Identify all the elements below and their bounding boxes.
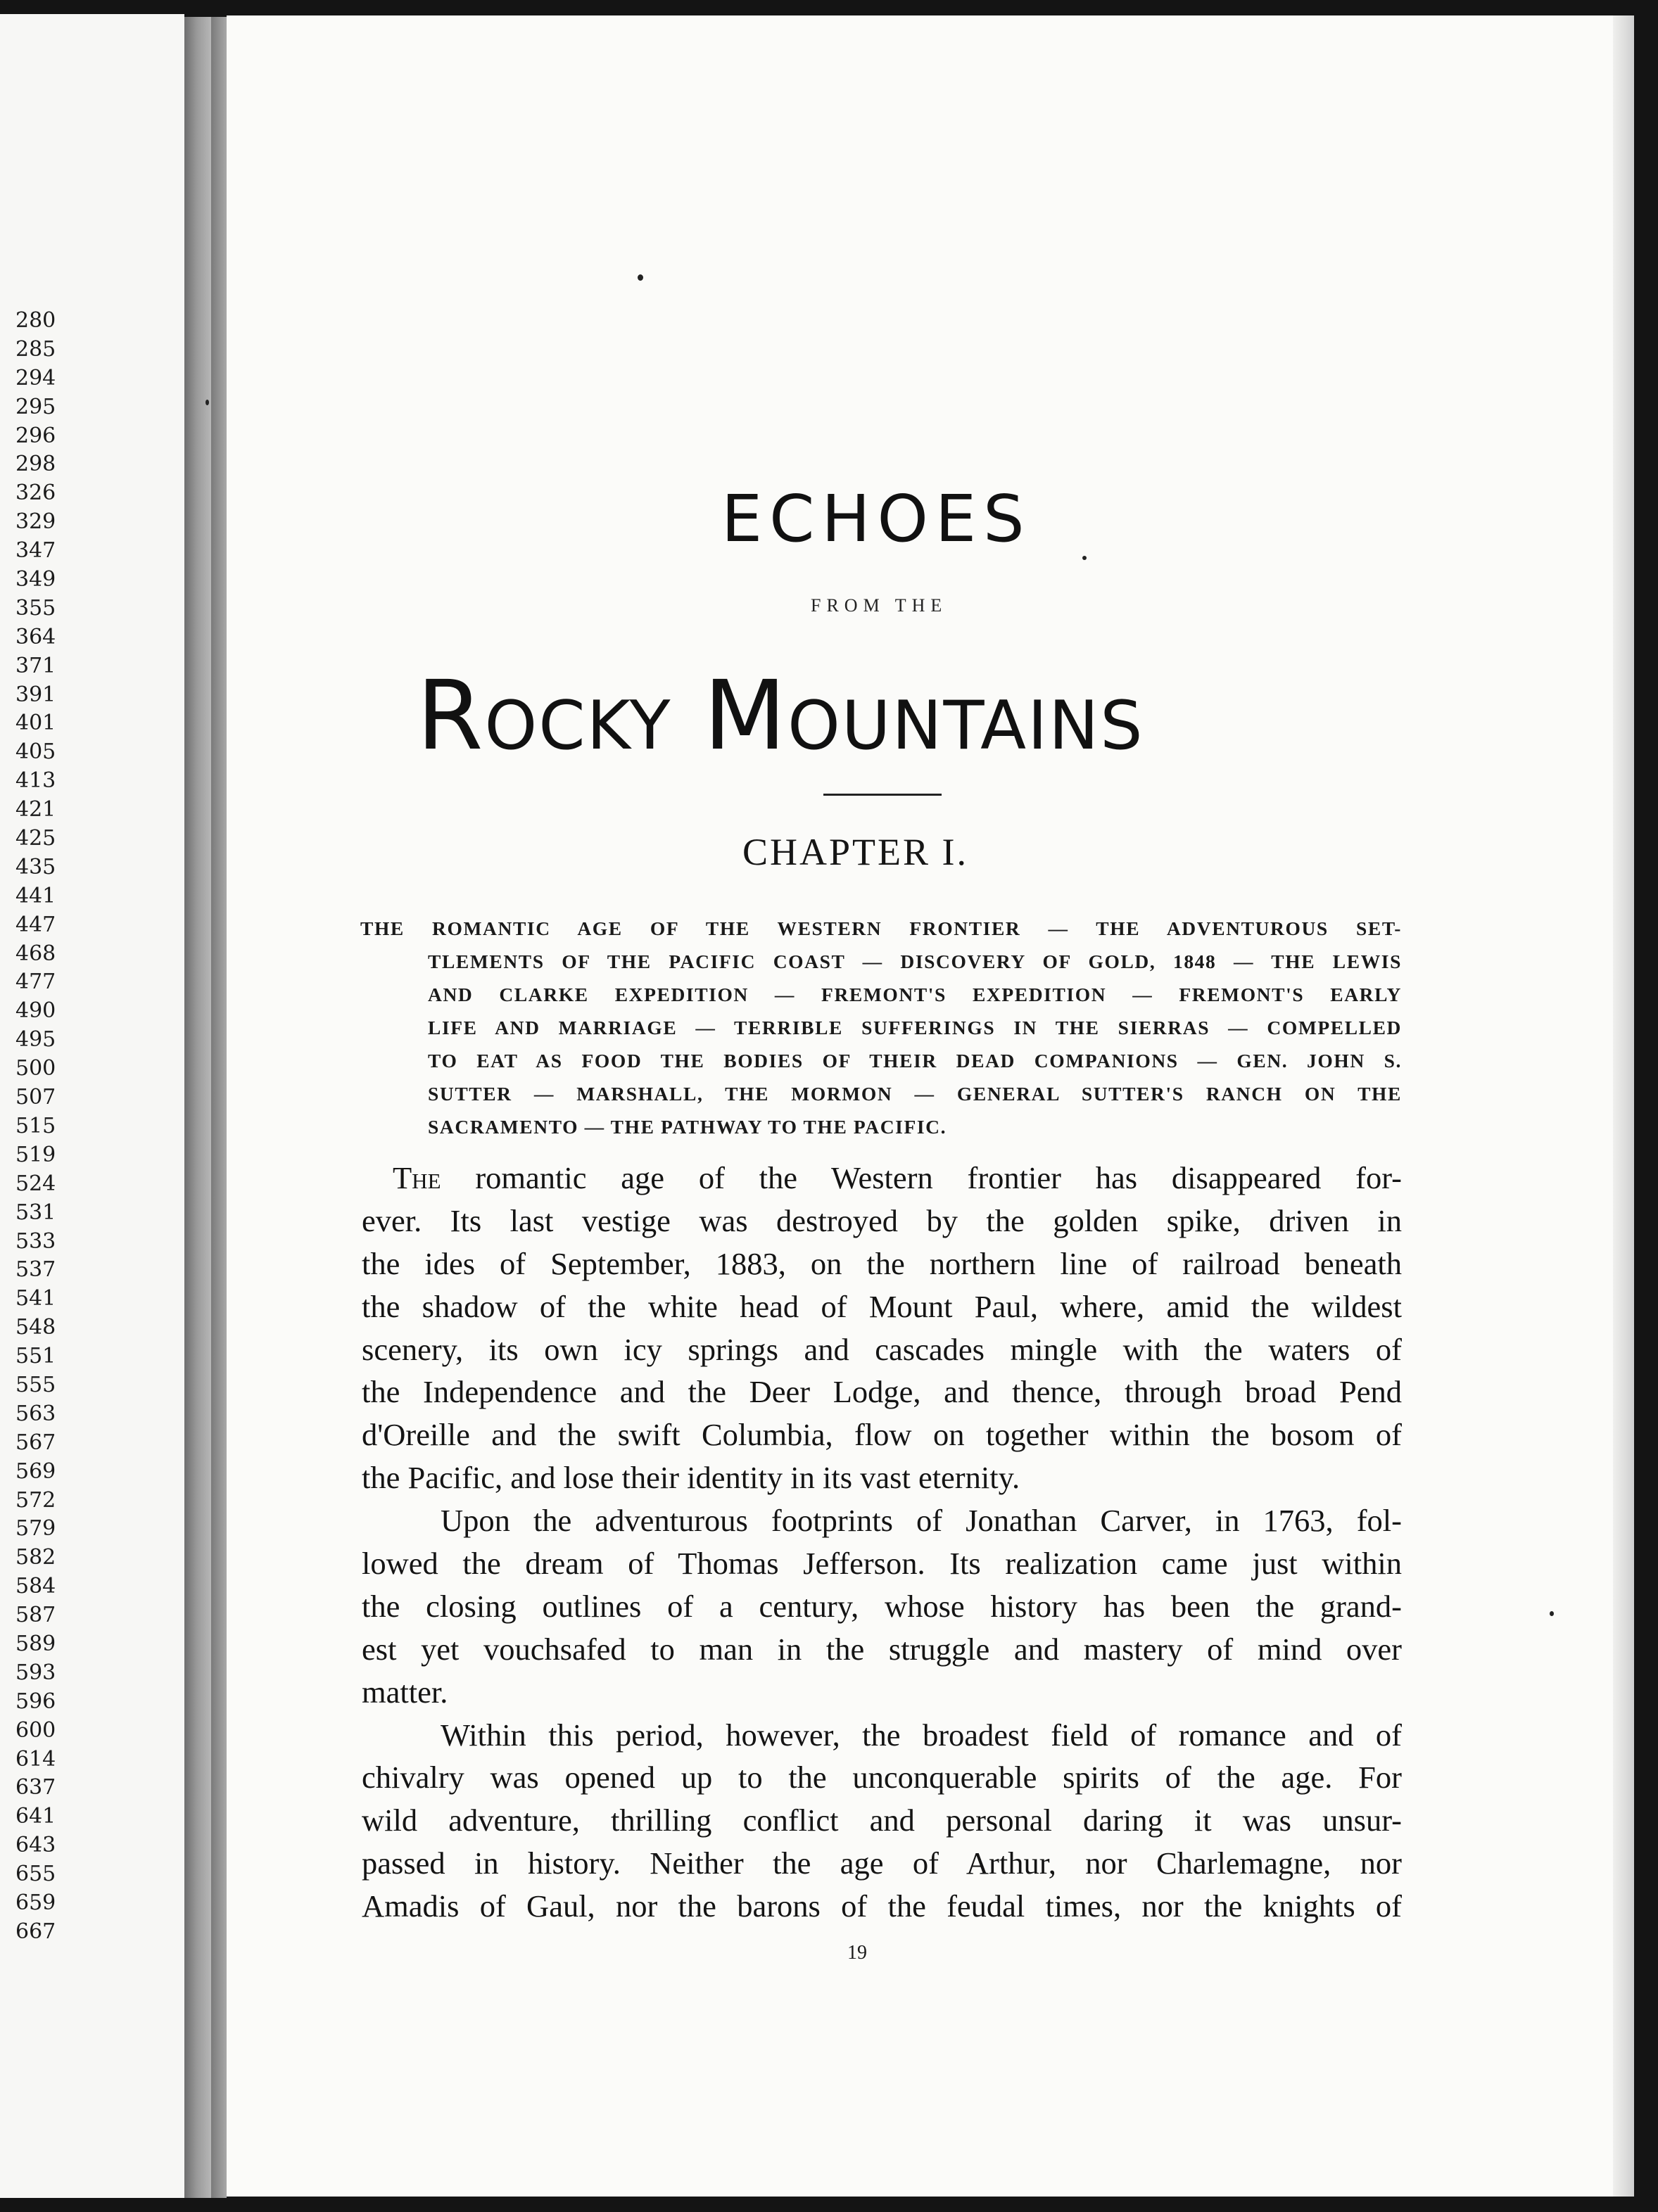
title-from-the: FROM THE — [811, 595, 948, 616]
left-page-number: 531 — [15, 1200, 56, 1225]
speck-mark — [638, 274, 643, 281]
left-page-number: 280 — [15, 308, 56, 333]
left-page-number: 285 — [15, 336, 56, 362]
left-page-number: 421 — [15, 797, 56, 822]
left-page-number: 435 — [15, 854, 56, 879]
left-page-number: 563 — [15, 1401, 56, 1426]
left-page-number: 296 — [15, 423, 56, 448]
left-page-number: 405 — [15, 739, 56, 765]
left-page-number: 593 — [15, 1660, 56, 1685]
page-folio: 19 — [847, 1942, 867, 1964]
left-page-number: 515 — [15, 1113, 56, 1138]
left-page-number: 589 — [15, 1631, 56, 1656]
left-page-number: 524 — [15, 1171, 56, 1196]
left-page-number: 495 — [15, 1027, 56, 1053]
right-page-edge — [1613, 15, 1634, 2197]
left-page-number: 537 — [15, 1257, 56, 1283]
left-page-number: 371 — [15, 653, 56, 678]
body-line: the shadow of the white head of Mount Paul, where, amid the wildest — [362, 1288, 1402, 1324]
left-page-number: 567 — [15, 1430, 56, 1455]
body-line: the closing outlines of a century, whose history has been the grand- — [362, 1588, 1402, 1624]
chapter-synopsis — [360, 912, 1402, 1143]
left-page-number: 555 — [15, 1372, 56, 1397]
left-page-number: 572 — [15, 1487, 56, 1513]
body-line: wild adventure, thrilling conflict and personal daring it was unsur- — [362, 1803, 1402, 1838]
left-page-number: 587 — [15, 1603, 56, 1628]
left-page-number: 519 — [15, 1142, 56, 1167]
left-page-number: 551 — [15, 1344, 56, 1369]
left-page-number: 641 — [15, 1804, 56, 1829]
body-line: lowed the dream of Thomas Jefferson. Its realization came just within — [362, 1546, 1402, 1582]
left-page-number: 298 — [15, 452, 56, 477]
left-page-number: 295 — [15, 394, 56, 419]
body-line: Upon the adventurous footprints of Jonathan Carver, in 1763, fol- — [441, 1503, 1402, 1539]
left-page-number: 614 — [15, 1746, 56, 1772]
title-rule — [823, 794, 942, 796]
left-page-number: 637 — [15, 1775, 56, 1800]
left-page-number: 294 — [15, 365, 56, 390]
left-page-number: 582 — [15, 1545, 56, 1570]
body-line-text: romantic age of the Western frontier has disappeared for- — [441, 1160, 1402, 1195]
chapter-heading: CHAPTER I. — [742, 831, 969, 873]
left-page-number: 643 — [15, 1833, 56, 1858]
left-page-number: 507 — [15, 1085, 56, 1110]
left-page-number: 584 — [15, 1574, 56, 1599]
left-page-number: 329 — [15, 509, 56, 535]
left-page-number: 355 — [15, 595, 56, 621]
synopsis-line: SACRAMENTO — THE PATHWAY TO THE PACIFIC. — [428, 1116, 947, 1138]
left-page-number: 600 — [15, 1717, 56, 1743]
left-page-number: 441 — [15, 883, 56, 908]
synopsis-line: TLEMENTS OF THE PACIFIC COAST — DISCOVERY OF GOLD, 1848 — THE LEWIS — [428, 951, 1402, 972]
synopsis-line: THE ROMANTIC AGE OF THE WESTERN FRONTIER — THE ADVENTUROUS SET- — [360, 917, 1402, 939]
left-page-number: 596 — [15, 1689, 56, 1714]
body-line: ever. Its last vestige was destroyed by the golden spike, driven in — [362, 1202, 1402, 1238]
left-page-number: 655 — [15, 1862, 56, 1887]
left-page-number: 425 — [15, 826, 56, 851]
left-page-number: 500 — [15, 1056, 56, 1081]
body-line — [362, 1157, 1402, 1200]
title-echoes: ECHOES — [721, 481, 1032, 557]
left-page-number: 579 — [15, 1516, 56, 1542]
speck-mark — [205, 400, 209, 405]
left-page-number: 347 — [15, 538, 56, 564]
body-line: the Pacific, and lose their identity in its vast eternity. — [362, 1460, 1020, 1496]
left-page-number: 548 — [15, 1315, 56, 1340]
left-page-numbers — [15, 307, 56, 1947]
body-line: est yet vouchsafed to man in the struggle and mastery of mind over — [362, 1631, 1402, 1667]
left-page-number: 326 — [15, 481, 56, 506]
speck-mark — [1082, 556, 1087, 560]
first-word: The — [393, 1160, 441, 1195]
left-page-number: 413 — [15, 768, 56, 794]
left-page-number: 401 — [15, 711, 56, 736]
synopsis-line: SUTTER — MARSHALL, THE MORMON — GENERAL SUTTER'S RANCH ON THE — [428, 1083, 1402, 1105]
body-line: d'Oreille and the swift Columbia, flow on together within the bosom of — [362, 1417, 1402, 1453]
body-line: the Independence and the Deer Lodge, and thence, through broad Pend — [362, 1374, 1402, 1410]
body-line: Within this period, however, the broadest field of romance and of — [441, 1717, 1402, 1753]
left-page-number: 533 — [15, 1228, 56, 1254]
synopsis-line: AND CLARKE EXPEDITION — FREMONT'S EXPEDITION — FREMONT'S EARLY — [428, 984, 1402, 1005]
body-line: Amadis of Gaul, nor the barons of the feudal times, nor the knights of — [362, 1888, 1402, 1924]
body-line: passed in history. Neither the age of Arthur, nor Charlemagne, nor — [362, 1845, 1402, 1881]
left-page-number: 468 — [15, 941, 56, 966]
body-line: chivalry was opened up to the unconquerable spirits of the age. For — [362, 1760, 1402, 1795]
left-page-number: 490 — [15, 998, 56, 1024]
body-text — [362, 1157, 1402, 1928]
synopsis-line: TO EAT AS FOOD THE BODIES OF THEIR DEAD COMPANIONS — GEN. JOHN S. — [428, 1050, 1402, 1072]
body-line: scenery, its own icy springs and cascades mingle with the waters of — [362, 1331, 1402, 1367]
speck-mark — [1550, 1611, 1554, 1616]
left-page-number: 447 — [15, 912, 56, 937]
synopsis-line: LIFE AND MARRIAGE — TERRIBLE SUFFERINGS IN THE SIERRAS — COMPELLED — [428, 1017, 1402, 1038]
body-line: matter. — [362, 1674, 448, 1710]
left-page-number: 391 — [15, 682, 56, 707]
left-page-number: 659 — [15, 1890, 56, 1915]
left-page-number: 541 — [15, 1286, 56, 1311]
left-page-number: 667 — [15, 1919, 56, 1944]
title-rocky-mountains: Rocky Mountains — [417, 661, 1144, 772]
body-line: the ides of September, 1883, on the northern line of railroad beneath — [362, 1245, 1402, 1281]
gutter-edge — [211, 17, 227, 2198]
left-page-number: 477 — [15, 970, 56, 995]
left-page-number: 569 — [15, 1458, 56, 1484]
left-page-number: 364 — [15, 624, 56, 649]
left-page-number: 349 — [15, 567, 56, 592]
